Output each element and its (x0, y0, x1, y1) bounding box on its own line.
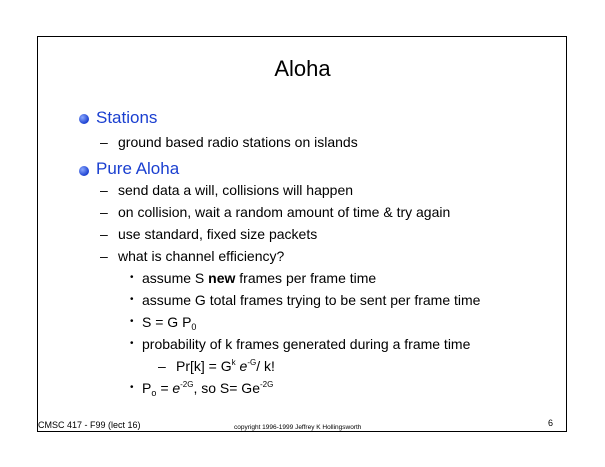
italic-e: = e (156, 380, 181, 396)
text: / k! (256, 358, 275, 374)
footer-course: CMSC 417 - F99 (lect 16) (38, 420, 141, 430)
aloha-item: what is channel efficiency? (118, 248, 285, 264)
bullet-pure-aloha: Pure Aloha (96, 159, 180, 178)
small-bullet-icon: • (130, 294, 134, 305)
probability-formula (176, 358, 275, 374)
small-bullet-icon: • (130, 272, 134, 283)
dash-marker: – (100, 204, 108, 220)
dash-marker: – (100, 248, 108, 264)
text: P (142, 380, 152, 396)
subscript: o (151, 388, 157, 398)
bold-word: new (208, 270, 236, 286)
bullet-dot-icon (79, 114, 89, 124)
efficiency-item-prob: probability of k frames generated during a frame time (142, 336, 471, 352)
dash-marker: – (100, 182, 108, 198)
aloha-item: use standard, fixed size packets (118, 226, 318, 242)
superscript: k (231, 358, 236, 367)
text: frames per frame time (235, 270, 377, 286)
dash-marker: – (100, 134, 108, 150)
dash-marker: – (100, 226, 108, 242)
dash-marker: – (158, 358, 166, 374)
subscript: 0 (191, 322, 197, 332)
slide-title: Aloha (274, 56, 331, 81)
superscript: -2G (260, 380, 274, 389)
italic-e: e (235, 358, 248, 374)
superscript: -2G (180, 380, 194, 389)
efficiency-item-po (142, 380, 273, 396)
aloha-item: on collision, wait a random amount of time & try again (118, 204, 451, 220)
bullet-stations: Stations (96, 108, 158, 127)
efficiency-item-s (142, 314, 196, 330)
footer-page-number: 6 (548, 418, 554, 428)
aloha-item: send data a will, collisions will happen (118, 182, 354, 198)
small-bullet-icon: • (130, 338, 134, 349)
bullet-dot-icon (79, 166, 89, 176)
superscript: -G (247, 358, 257, 367)
text: assume S (142, 270, 209, 286)
text: Pr[k] = G (176, 358, 232, 374)
text: , so S= Ge (193, 380, 260, 396)
text: S = G P (142, 314, 192, 330)
small-bullet-icon: • (130, 316, 134, 327)
stations-detail: ground based radio stations on islands (118, 134, 358, 150)
efficiency-item-new (142, 270, 376, 286)
footer-copyright: copyright 1996-1999 Jeffrey K Hollingsworth (234, 424, 362, 431)
small-bullet-icon: • (130, 382, 134, 393)
efficiency-item-g: assume G total frames trying to be sent per frame time (142, 292, 481, 308)
